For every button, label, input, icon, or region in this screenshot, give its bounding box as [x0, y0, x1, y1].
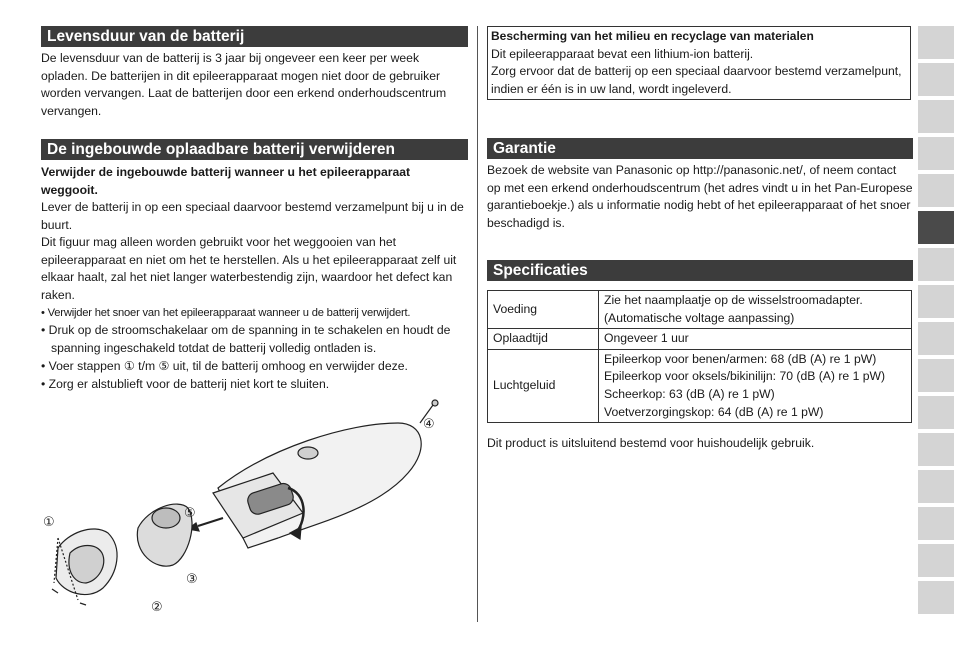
side-tab[interactable] [918, 507, 954, 540]
environment-title: Bescherming van het milieu en recyclage van materialen [491, 29, 814, 43]
side-tab[interactable] [918, 359, 954, 392]
column-divider [477, 26, 478, 622]
bullet-item: • Druk op de stroomschakelaar om de spanning in te schakelen en houdt de spanning ingeschakeld totdat de batterij volledig ontladen is. [41, 323, 451, 355]
warranty-text: Bezoek de website van Panasonic op http://panasonic.net/, of neem contact op met een erkend onderhoudscentrum (het adres vindt u in het Pan-Europese garantieboekje.) als u informatie nodig hebt of het epileerapparaat of het snoer beschadigd is. [487, 163, 913, 230]
spec-key: Luchtgeluid [488, 349, 599, 422]
side-tab[interactable] [918, 285, 954, 318]
side-tab[interactable] [918, 581, 954, 614]
spec-value [599, 349, 912, 422]
remove-battery-intro: Verwijder de ingebouwde batterij wanneer u het epileerapparaat weggooit. [41, 165, 411, 197]
spec-value [599, 291, 912, 329]
spec-key: Voeding [488, 291, 599, 329]
spec-value-line: (Automatische voltage aanpassing) [604, 310, 795, 325]
side-tab[interactable] [918, 322, 954, 355]
side-tab[interactable] [918, 544, 954, 577]
bullet-item: • Zorg er alstublieft voor de batterij niet kort te sluiten. [41, 377, 330, 391]
side-tab[interactable] [918, 433, 954, 466]
remove-battery-heading: De ingebouwde oplaadbare batterij verwijderen [41, 139, 468, 160]
side-tab[interactable] [918, 174, 954, 207]
spec-value-line: Ongeveer 1 uur [604, 331, 689, 346]
side-tab[interactable] [918, 137, 954, 170]
battery-life-text: De levensduur van de batterij is 3 jaar bij ongeveer een keer per week opladen. De batterijen in dit epileerapparaat mogen niet door de gebruiker worden vervangen. Laat de batterijen door een erkend onderhoudscentrum vervangen. [41, 51, 447, 118]
table-row [488, 349, 912, 422]
side-tab[interactable] [918, 100, 954, 133]
label-2: ② [151, 600, 163, 615]
label-5: ⑤ [184, 506, 196, 521]
side-tab[interactable] [918, 63, 954, 96]
specs-table [487, 290, 912, 423]
label-4: ④ [423, 417, 435, 432]
remove-battery-p2: Dit figuur mag alleen worden gebruikt voor het weggooien van het epileerapparaat en niet om het te herstellen. Als u het epileerapparaat zelf uit elkaar haalt, zal het niet langer waterbestendig zijn, waardoor het defect kan raken. [41, 235, 457, 302]
environment-line: Zorg ervoor dat de batterij op een speciaal daarvoor bestemd verzamelpunt, indien er één is in uw land, wordt ingeleverd. [491, 64, 902, 96]
epilator-disassembly-illustration [38, 393, 468, 618]
specs-note: Dit product is uitsluitend bestemd voor huishoudelijk gebruik. [487, 436, 815, 450]
label-1: ① [43, 515, 55, 530]
side-tab-strip [918, 26, 954, 618]
spec-value [599, 329, 912, 350]
side-tab-active[interactable] [918, 211, 954, 244]
specs-heading: Specificaties [487, 260, 913, 281]
warranty-heading: Garantie [487, 138, 913, 159]
environment-box [487, 26, 911, 100]
environment-line: Dit epileerapparaat bevat een lithium-ion batterij. [491, 46, 754, 61]
battery-life-heading: Levensduur van de batterij [41, 26, 468, 47]
spec-key: Oplaadtijd [488, 329, 599, 350]
spec-value-line: Voetverzorgingskop: 64 (dB (A) re 1 pW) [604, 404, 824, 419]
side-tab[interactable] [918, 26, 954, 59]
table-row [488, 291, 912, 329]
side-tab[interactable] [918, 470, 954, 503]
bullet-item: • Voer stappen ① t/m ⑤ uit, til de batterij omhoog en verwijder deze. [41, 359, 408, 373]
spec-value-line: Epileerkop voor benen/armen: 68 (dB (A) re 1 pW) [604, 351, 877, 366]
spec-value-line: Zie het naamplaatje op de wisselstroomadapter. [604, 293, 863, 307]
table-row [488, 329, 912, 350]
spec-value-line: Scheerkop: 63 (dB (A) re 1 pW) [604, 386, 775, 401]
spec-value-line: Epileerkop voor oksels/bikinilijn: 70 (dB (A) re 1 pW) [604, 369, 886, 384]
side-tab[interactable] [918, 248, 954, 281]
label-3: ③ [186, 572, 198, 587]
side-tab[interactable] [918, 396, 954, 429]
remove-battery-p1: Lever de batterij in op een speciaal daarvoor bestemd verzamelpunt bij u in de buurt. [41, 200, 464, 232]
bullet-item: • Verwijder het snoer van het epileerapparaat wanneer u de batterij verwijdert. [41, 307, 411, 319]
